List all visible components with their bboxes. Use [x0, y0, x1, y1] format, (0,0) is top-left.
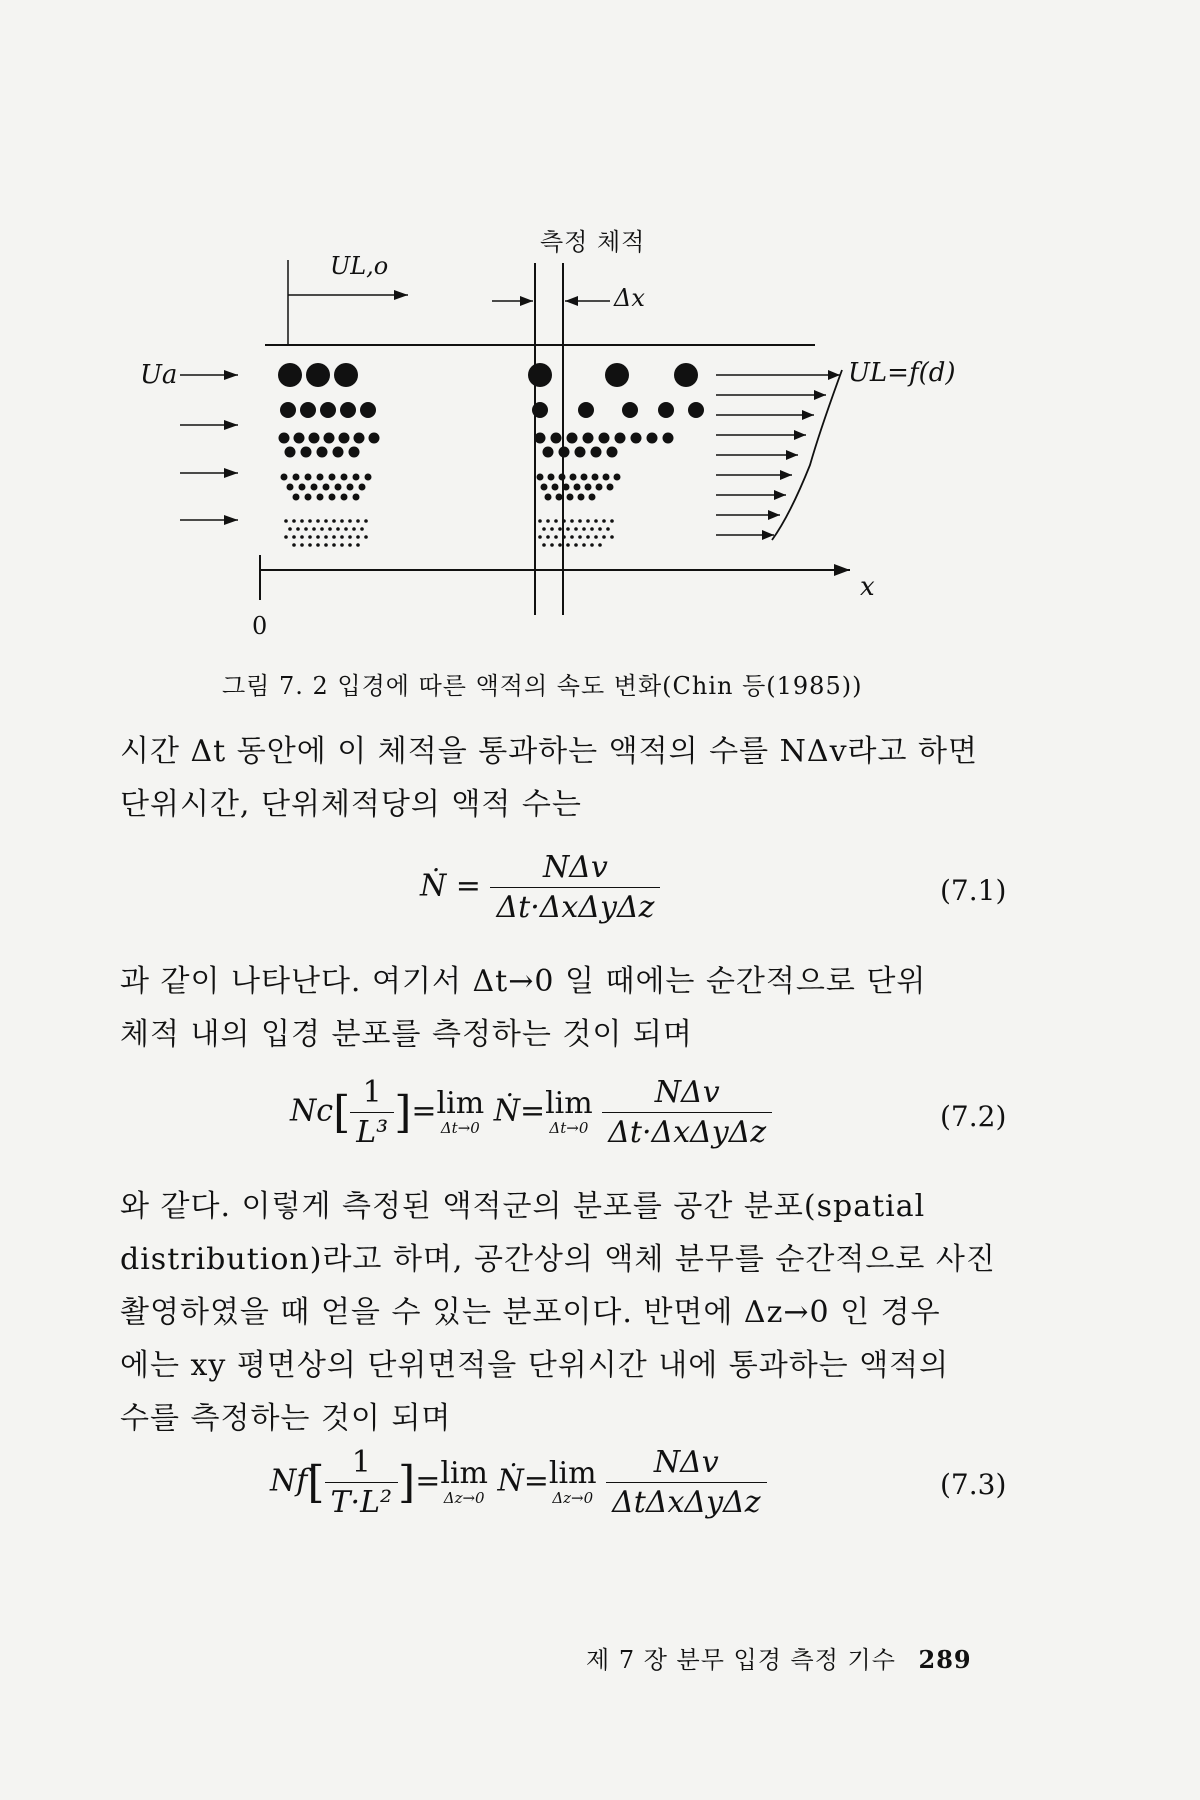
equation-number-7-2: (7.2): [940, 1100, 1007, 1133]
eq-fraction: [490, 850, 660, 925]
paragraph-line: 에는 xy 평면상의 단위면적을 단위시간 내에 통과하는 액적의: [120, 1348, 950, 1383]
eq-equals: =: [455, 868, 481, 904]
figure-caption: 그림 7. 2 입경에 따른 액적의 속도 변화(Chin 등(1985)): [222, 672, 863, 700]
label-origin: 0: [252, 612, 268, 640]
equation-7-2: Nc[ $\frac{1}{\text{L³}}$ ]=lim Δt→0 Ṅ=lim Δt→0 $\frac{\text{NΔv}}{\text{Δt·ΔxΔyΔz}}$: [290, 1075, 772, 1150]
paragraph-line: 체적 내의 입경 분포를 측정하는 것이 되며: [120, 1017, 693, 1052]
equation-number-7-1: (7.1): [940, 874, 1007, 907]
eq-bracket-denominator: T·L²: [330, 1485, 393, 1520]
eq-numerator: NΔv: [490, 850, 660, 888]
equation-7-3: Nf[ $\frac{1}{\text{T·L²}}$ ]=lim Δz→0 Ṅ=lim Δz→0 $\frac{\text{NΔv}}{\text{ΔtΔxΔyΔz}}$: [270, 1445, 767, 1520]
eq-bracket-fraction: [350, 1075, 394, 1150]
paragraph-line: 수를 측정하는 것이 되며: [120, 1401, 452, 1436]
eq-limit-text: lim: [440, 1456, 488, 1491]
eq-lhs: Ṅ: [420, 868, 447, 904]
figure-droplet-velocity: [120, 215, 900, 635]
paragraph-2: [120, 955, 1016, 1061]
eq-denominator: Δt·ΔxΔyΔz: [496, 890, 655, 925]
eq-limit-2: [545, 1086, 593, 1137]
eq-limit-subscript: Δt→0: [549, 1119, 589, 1137]
paragraph-line: 와 같다. 이렇게 측정된 액적군의 분포를 공간 분포(spatial: [120, 1189, 926, 1224]
paragraph-line: 과 같이 나타난다. 여기서 Δt→0 일 때에는 순간적으로 단위: [120, 964, 927, 999]
eq-lhs: Nc: [290, 1093, 334, 1129]
equation-7-1: [420, 850, 660, 925]
eq-limit-text: lim: [548, 1456, 597, 1491]
eq-fraction: [606, 1445, 766, 1520]
paragraph-line: 단위시간, 단위체적당의 액적 수는: [120, 787, 582, 822]
eq-limit-subscript: Δt→0: [440, 1119, 480, 1137]
footer-chapter: 제 7 장 분무 입경 측정 기수: [586, 1646, 896, 1674]
eq-denominator: ΔtΔxΔyΔz: [612, 1485, 761, 1520]
eq-mid: Ṅ=: [497, 1463, 549, 1499]
equation-number-7-3: (7.3): [940, 1468, 1007, 1501]
eq-denominator: Δt·ΔxΔyΔz: [608, 1115, 767, 1150]
eq-bracket-fraction: [325, 1445, 399, 1520]
eq-numerator: NΔv: [602, 1075, 772, 1113]
eq-limit-text: lim: [436, 1086, 485, 1121]
eq-limit-subscript: Δz→0: [443, 1489, 485, 1507]
paragraph-3: [120, 1180, 1016, 1445]
eq-limit-2: [548, 1456, 597, 1507]
paragraph-line: 촬영하였을 때 얻을 수 있는 분포이다. 반면에 Δz→0 인 경우: [120, 1295, 941, 1330]
paragraph-line: 시간 Δt 동안에 이 체적을 통과하는 액적의 수를 NΔv라고 하면: [120, 734, 978, 769]
label-dx: Δx: [614, 284, 645, 312]
label-measure-volume: 측정 체적: [540, 228, 646, 256]
eq-numerator: NΔv: [606, 1445, 766, 1483]
running-footer: [586, 1640, 972, 1675]
eq-limit-subscript: Δz→0: [552, 1489, 594, 1507]
eq-mid: Ṅ=: [493, 1093, 546, 1129]
paragraph-line: distribution)라고 하며, 공간상의 액체 분무를 순간적으로 사진: [120, 1242, 996, 1277]
eq-limit-1: [440, 1456, 488, 1507]
eq-equals: =: [415, 1463, 441, 1499]
label-ul-fd: UL=f(d): [848, 358, 956, 388]
eq-equals: =: [411, 1093, 437, 1129]
eq-bracket-denominator: L³: [356, 1115, 389, 1150]
paragraph-1: [120, 725, 1016, 831]
label-ua: Ua: [140, 360, 178, 390]
eq-bracket-numerator: 1: [350, 1075, 394, 1113]
eq-fraction: [602, 1075, 772, 1150]
label-ul0: UL,o: [330, 252, 389, 280]
eq-bracket-numerator: 1: [325, 1445, 399, 1483]
page-number: 289: [918, 1645, 972, 1674]
eq-limit-text: lim: [545, 1086, 593, 1121]
label-x-axis: x: [860, 572, 875, 602]
eq-limit-1: [436, 1086, 485, 1137]
eq-lhs: Nf: [270, 1463, 308, 1499]
